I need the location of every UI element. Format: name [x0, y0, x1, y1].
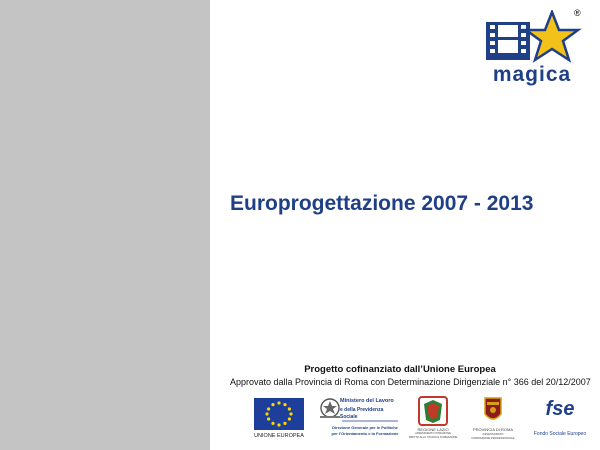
lazio-caption2: ASSESSORATO ISTRUZIONE: [415, 432, 451, 435]
registered-mark: ®: [574, 8, 581, 18]
roma-shield-icon: [468, 396, 518, 426]
cofinancing-subtitle: Approvato dalla Provincia di Roma con Determinazione Dirigenziale n° 366 del 20/12/2007: [230, 377, 591, 387]
eu-logo: [254, 398, 306, 444]
partner-logo-strip: [250, 394, 590, 444]
fse-logo: [532, 396, 588, 444]
provincia-roma-logo: [468, 396, 518, 444]
fse-caption: Fondo Sociale Europeo: [533, 431, 587, 437]
eu-flag-icon: [254, 398, 304, 430]
ministero-line4: per l’Orientamento e la Formazione: [331, 431, 399, 436]
lazio-caption1: REGIONE LAZIO: [417, 427, 449, 432]
provincia-caption2: ASSESSORATO: [482, 432, 504, 436]
ministero-line3: Direzione Generale per le Politiche: [332, 425, 398, 430]
slide-title: Europrogettazione 2007 - 2013: [230, 192, 534, 215]
lazio-caption3: DIRITTO ALLO STUDIO E FORMAZIONE: [408, 436, 458, 439]
ministero-logo: [316, 394, 400, 444]
eu-caption: UNIONE EUROPEA: [254, 433, 304, 439]
ministero-line2: e della Previdenza Sociale: [340, 407, 384, 420]
regione-lazio-logo: [410, 396, 456, 444]
provincia-caption3: FORMAZIONE PROFESSIONALE: [471, 436, 515, 440]
left-gray-panel: [0, 0, 210, 450]
film-star-icon: [484, 10, 582, 66]
fse-mark: fse: [545, 398, 575, 420]
provincia-caption1: PROVINCIA DI ROMA: [472, 427, 513, 432]
cofinancing-title: Progetto cofinanziato dall’Unione Europea: [304, 364, 496, 375]
ministero-line1: Ministero del Lavoro: [340, 398, 394, 404]
brand-wordmark: magica: [492, 63, 572, 86]
magica-logo: [484, 10, 582, 92]
lazio-crest-icon: [410, 396, 456, 426]
